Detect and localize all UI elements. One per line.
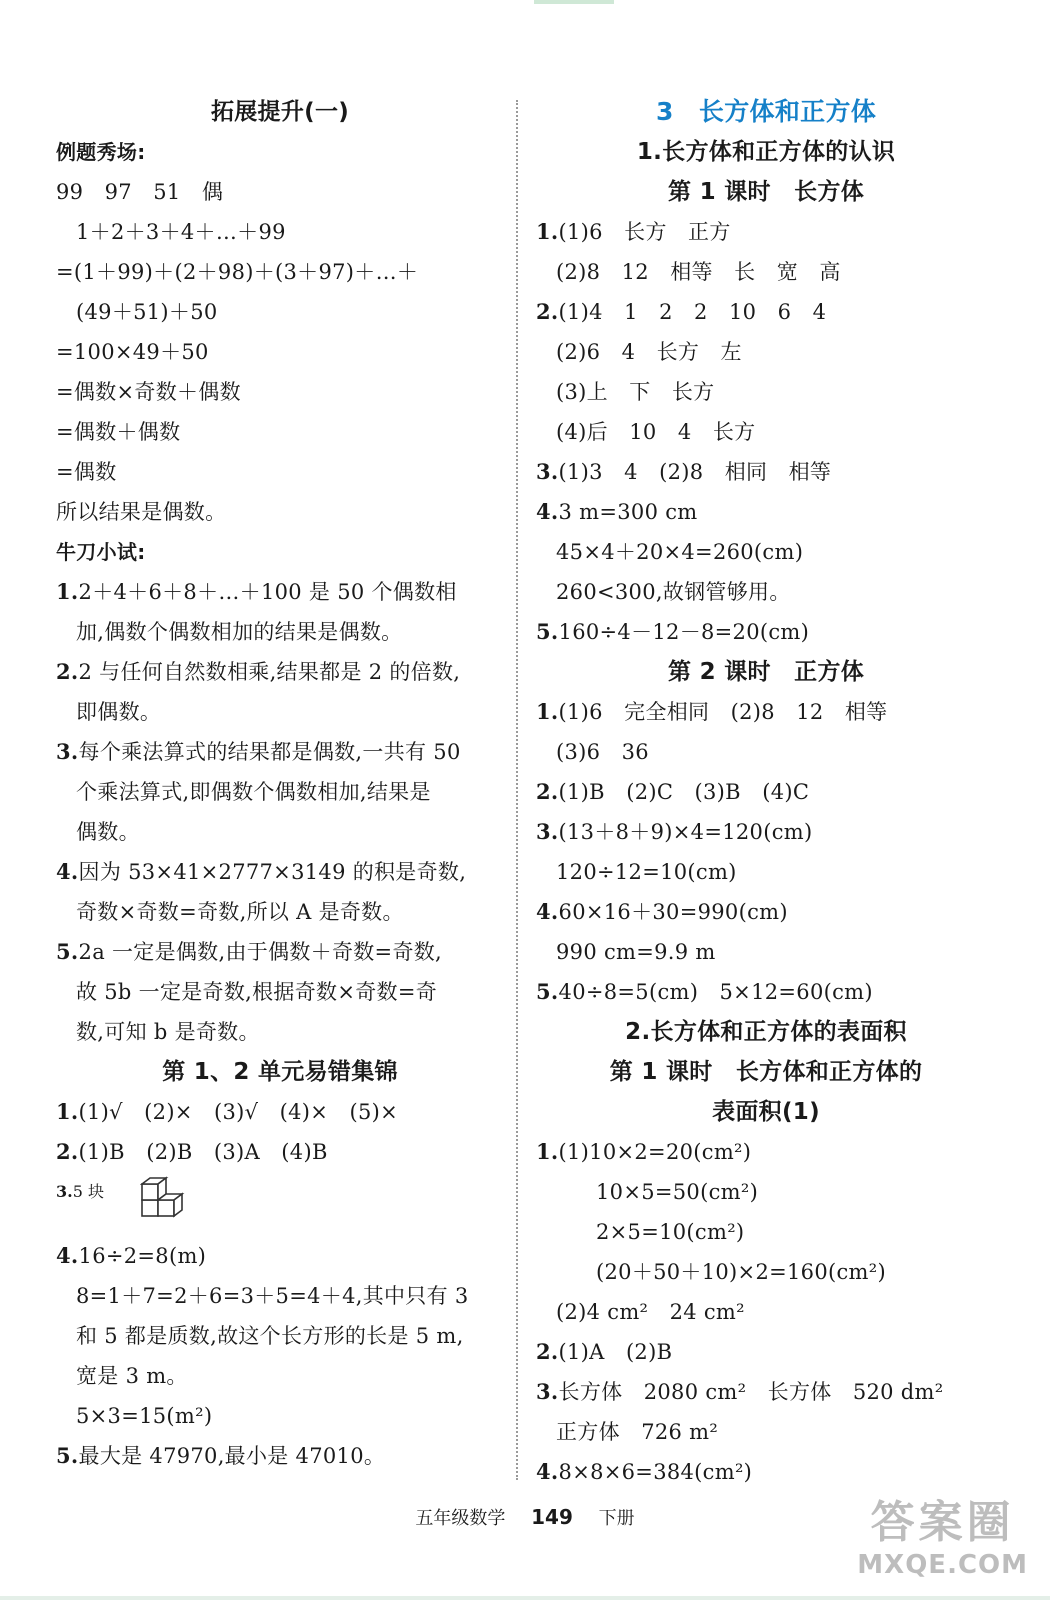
example-line: 所以结果是偶数。 (56, 500, 227, 524)
answer-line (56, 812, 504, 852)
answer-line (56, 972, 504, 1012)
answer-line (56, 1236, 504, 1276)
question-number: 4. (56, 1243, 79, 1268)
answer-line (536, 492, 996, 532)
answer-line (536, 1332, 996, 1372)
answer-line (536, 1132, 996, 1172)
answer-line (56, 772, 504, 812)
answer-text: 奇数×奇数=奇数,所以 A 是奇数。 (76, 900, 404, 924)
question-number: 5. (536, 979, 559, 1004)
example-line: =(1＋99)＋(2＋98)＋(3＋97)＋…＋ (56, 260, 419, 284)
answer-line (536, 212, 996, 252)
watermark-line: MXQE.COM (857, 1550, 1028, 1580)
answer-text: 990 cm=9.9 m (556, 940, 716, 964)
page-number: 149 (531, 1505, 573, 1529)
answer-line (536, 972, 996, 1012)
answer-text: (1)B (2)C (3)B (4)C (558, 780, 810, 804)
answer-line (536, 452, 996, 492)
answer-text: 宽是 3 m。 (76, 1364, 188, 1388)
answer-text: 长方体 2080 cm² 长方体 520 dm² (558, 1380, 944, 1404)
section-title-extension: 拓展提升(一) (210, 99, 350, 125)
answer-line (56, 1012, 504, 1052)
example-heading: 例题秀场: (56, 140, 146, 164)
practice-list (56, 572, 504, 1052)
answer-line (56, 892, 504, 932)
answer-line (56, 932, 504, 972)
answer-text: 10×5=50(cm²) (596, 1180, 759, 1204)
question-number: 2. (536, 299, 559, 324)
answer-line (536, 932, 996, 972)
answer-line (56, 692, 504, 732)
lesson-answers (536, 212, 996, 652)
question-number: 5. (56, 939, 79, 964)
answer-line (56, 852, 504, 892)
answer-text: 160÷4－12－8=20(cm) (558, 620, 810, 644)
example-block (56, 172, 504, 532)
bottom-decoration-bar (0, 1596, 1050, 1600)
question-number: 4. (536, 899, 559, 924)
column-divider (516, 100, 518, 1480)
answer-text: (3)上 下 长方 (556, 380, 715, 404)
example-line: 99 97 51 偶 (56, 180, 224, 204)
chapter-title: 3 长方体和正方体 (655, 97, 877, 126)
answer-line (56, 1436, 504, 1476)
right-column (536, 92, 996, 1492)
answer-text: (1)√ (2)× (3)√ (4)× (5)× (78, 1100, 399, 1124)
question-number: 1. (56, 579, 79, 604)
answer-text: (2)4 cm² 24 cm² (556, 1300, 745, 1324)
answer-line (56, 1396, 504, 1436)
question-number: 2. (56, 1139, 79, 1164)
question-number: 4. (56, 859, 79, 884)
answer-text: (1)6 完全相同 (2)8 12 相等 (558, 700, 888, 724)
answer-text: 260<300,故钢管够用。 (556, 580, 791, 604)
question-number: 3. (536, 1379, 559, 1404)
question-number: 1. (536, 699, 559, 724)
answer-line (536, 772, 996, 812)
answer-line (536, 532, 996, 572)
answer-text: (1)3 4 (2)8 相同 相等 (558, 460, 832, 484)
answer-text: 2 与任何自然数相乘,结果都是 2 的倍数, (78, 660, 461, 684)
example-line: 1＋2＋3＋4＋…＋99 (76, 220, 286, 244)
question-number: 2. (56, 659, 79, 684)
answer-text: 8=1＋7=2＋6=3＋5=4＋4,其中只有 3 (76, 1284, 469, 1308)
answer-text: (4)后 10 4 长方 (556, 420, 756, 444)
question-number: 1. (536, 1139, 559, 1164)
answer-text: (1)A (2)B (558, 1340, 673, 1364)
question-number: 4. (536, 1459, 559, 1484)
example-line: =偶数＋偶数 (56, 420, 181, 444)
answer-line (536, 1372, 996, 1412)
footer-grade: 五年级数学 (415, 1508, 506, 1529)
answer-line (536, 732, 996, 772)
answer-text: (13＋8＋9)×4=120(cm) (558, 820, 813, 844)
answer-text: 因为 53×41×2777×3149 的积是奇数, (78, 860, 467, 884)
answer-text: 和 5 都是质数,故这个长方形的长是 5 m, (76, 1324, 464, 1348)
answer-line (536, 852, 996, 892)
watermark (857, 1486, 1028, 1580)
answer-text: 故 5b 一定是奇数,根据奇数×奇数=奇 (76, 980, 438, 1004)
question-number: 5. (56, 1443, 79, 1468)
question-number: 3. (536, 819, 559, 844)
answer-line (56, 1276, 504, 1316)
answer-line (56, 612, 504, 652)
answer-line (536, 1212, 996, 1252)
answer-line (536, 412, 996, 452)
answer-line (536, 812, 996, 852)
top-decoration-bar (534, 0, 614, 4)
question-number: 1. (536, 219, 559, 244)
answer-text: 正方体 726 m² (556, 1420, 719, 1444)
answer-line (536, 332, 996, 372)
answer-text: 偶数。 (76, 820, 140, 844)
answer-text: 16÷2=8(m) (78, 1244, 207, 1268)
example-line: =偶数×奇数＋偶数 (56, 380, 241, 404)
answer-text: 2×5=10(cm²) (596, 1220, 745, 1244)
question-number: 3. (56, 739, 79, 764)
lesson-title: 第 1 课时 长方体 (667, 179, 865, 205)
answer-text: (3)6 36 (556, 740, 649, 764)
errors-list (56, 1092, 504, 1172)
answer-line-with-figure (56, 1172, 504, 1236)
answer-text: 即偶数。 (76, 700, 162, 724)
question-number: 4. (536, 499, 559, 524)
answer-line (56, 1132, 504, 1172)
answer-line (536, 1412, 996, 1452)
question-number: 1. (56, 1099, 79, 1124)
answer-text: 5 块 (72, 1182, 104, 1201)
answer-text: 60×16＋30=990(cm) (558, 900, 788, 924)
answer-line (56, 652, 504, 692)
watermark-line: 答案圈 (870, 1497, 1015, 1548)
answer-text: (1)10×2=20(cm²) (558, 1140, 752, 1164)
lesson-title: 第 1 课时 长方体和正方体的 (609, 1059, 923, 1085)
answer-line (536, 892, 996, 932)
answer-line (56, 1356, 504, 1396)
cube-stack-figure (140, 1176, 192, 1220)
question-number: 2. (536, 1339, 559, 1364)
answer-text: 45×4＋20×4=260(cm) (556, 540, 804, 564)
answer-line (536, 292, 996, 332)
answer-line (56, 1316, 504, 1356)
answer-line (536, 572, 996, 612)
answer-text: 8×8×6=384(cm²) (558, 1460, 753, 1484)
answer-text: 5×3=15(m²) (76, 1404, 213, 1428)
answer-text: 3 m=300 cm (558, 500, 698, 524)
answer-text: (1)4 1 2 2 10 6 4 (558, 300, 827, 324)
answer-line (536, 1172, 996, 1212)
answer-line (536, 372, 996, 412)
example-line: =100×49＋50 (56, 340, 209, 364)
practice-heading: 牛刀小试: (56, 540, 146, 564)
answer-text: (20＋50＋10)×2=160(cm²) (596, 1260, 886, 1284)
answer-text: 2＋4＋6＋8＋…＋100 是 50 个偶数相 (78, 580, 457, 604)
errors-title: 第 1、2 单元易错集锦 (162, 1059, 398, 1085)
section-title: 2.长方体和正方体的表面积 (625, 1019, 907, 1045)
left-column (56, 92, 504, 1476)
answer-text: (1)6 长方 正方 (558, 220, 731, 244)
lesson-title-continued: 表面积(1) (712, 1099, 820, 1125)
answer-line (56, 572, 504, 612)
footer-volume: 下册 (598, 1508, 635, 1529)
answer-text: 加,偶数个偶数相加的结果是偶数。 (76, 620, 403, 644)
answer-line (536, 1292, 996, 1332)
question-number: 3. (536, 459, 559, 484)
answer-text: (2)8 12 相等 长 宽 高 (556, 260, 841, 284)
answer-line (536, 252, 996, 292)
answer-text: (1)B (2)B (3)A (4)B (78, 1140, 328, 1164)
answer-line (536, 612, 996, 652)
answer-text: (2)6 4 长方 左 (556, 340, 742, 364)
errors-list-continued (56, 1236, 504, 1476)
answer-text: 2a 一定是偶数,由于偶数＋奇数=奇数, (78, 940, 443, 964)
question-number: 2. (536, 779, 559, 804)
lesson-title: 第 2 课时 正方体 (667, 659, 865, 685)
section-title: 1.长方体和正方体的认识 (636, 139, 896, 165)
answer-line (56, 1092, 504, 1132)
answer-text: 40÷8=5(cm) 5×12=60(cm) (558, 980, 873, 1004)
answer-text: 每个乘法算式的结果都是偶数,一共有 50 (78, 740, 461, 764)
answer-text: 个乘法算式,即偶数个偶数相加,结果是 (76, 780, 431, 804)
lesson-answers (536, 692, 996, 1012)
question-number: 3. (56, 1182, 73, 1201)
answer-line (536, 692, 996, 732)
example-line: =偶数 (56, 460, 117, 484)
answer-text: 120÷12=10(cm) (556, 860, 737, 884)
example-line: (49＋51)＋50 (76, 300, 218, 324)
answer-line (536, 1252, 996, 1292)
lesson-answers (536, 1132, 996, 1492)
answer-text: 数,可知 b 是奇数。 (76, 1020, 260, 1044)
question-number: 5. (536, 619, 559, 644)
answer-text: 最大是 47970,最小是 47010。 (78, 1444, 386, 1468)
answer-line (56, 732, 504, 772)
